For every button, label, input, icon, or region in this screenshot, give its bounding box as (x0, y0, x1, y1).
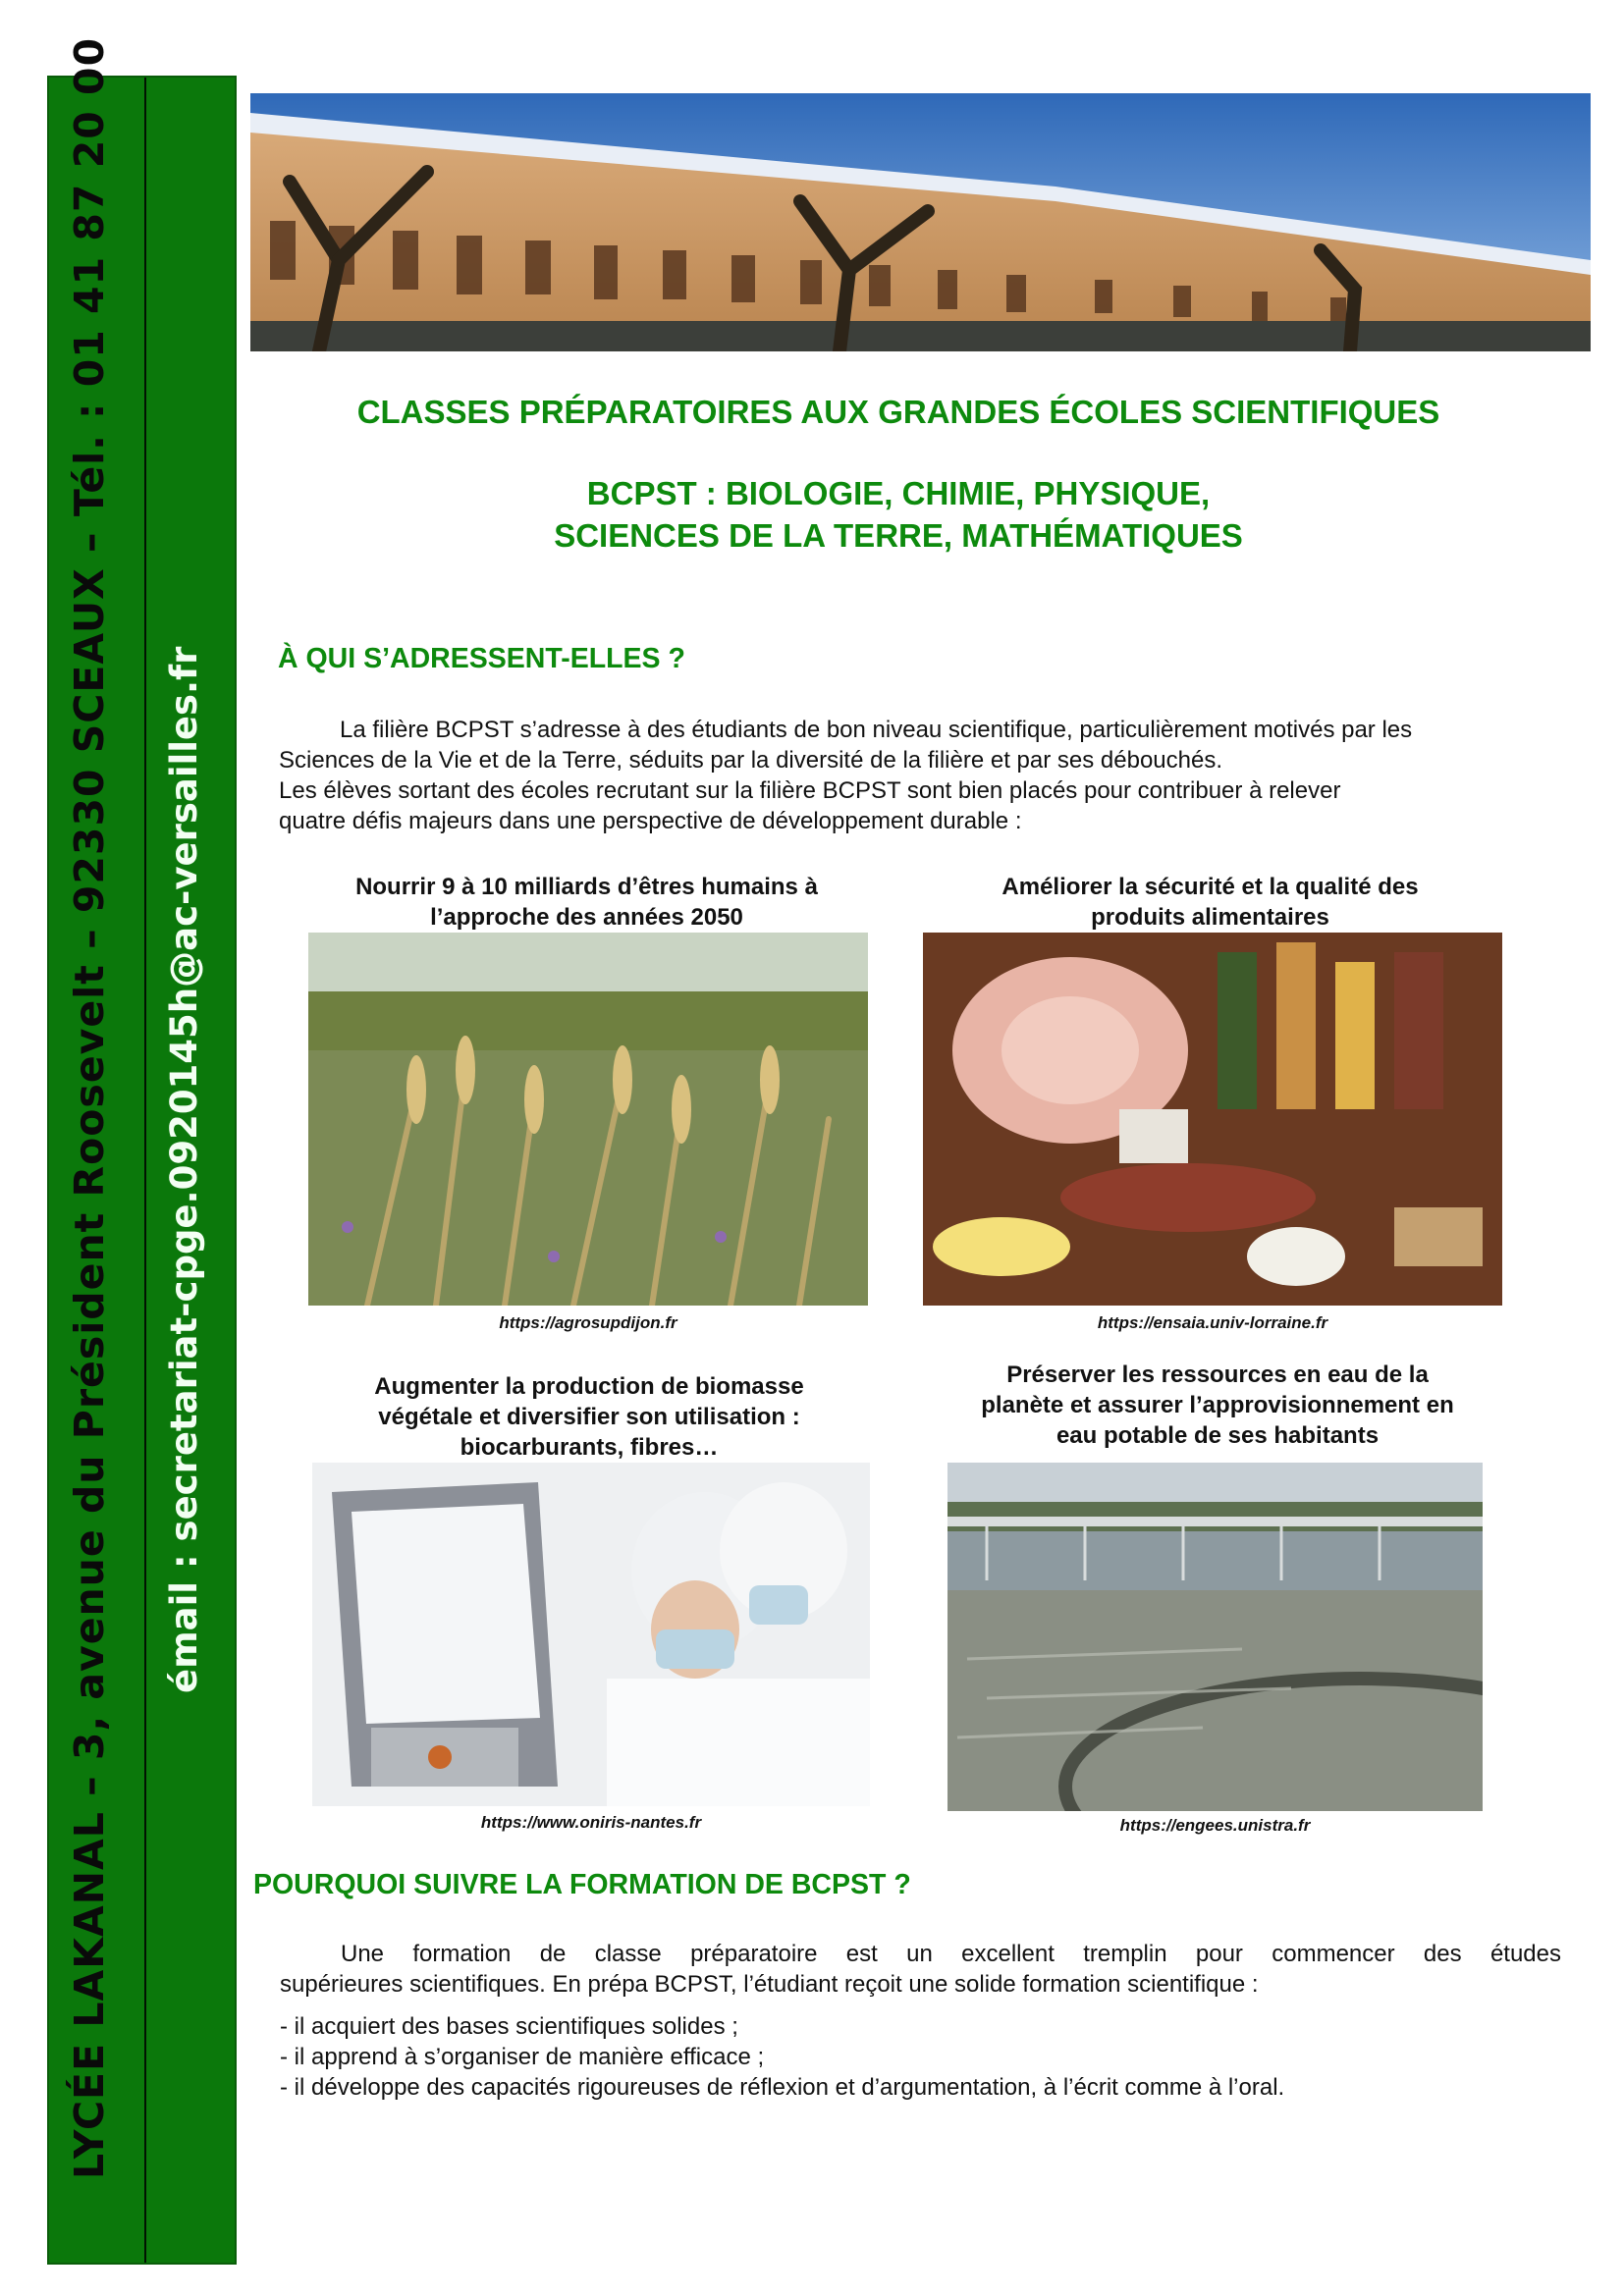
challenge-caption-food (295, 872, 879, 933)
section-heading-audience: À QUI S’ADRESSENT-ELLES ? (278, 643, 685, 674)
intro-line-3: Les élèves sortant des écoles recrutant sur la filière BCPST sont bien placés pour contribuer à relever (279, 777, 1341, 804)
list-item: - il développe des capacités rigoureuses de réflexion et d’argumentation, à l’écrit comme à l’oral. (280, 2074, 1285, 2101)
intro-line-4: quatre défis majeurs dans une perspective de développement durable : (279, 808, 1022, 834)
school-building-photo (250, 93, 1591, 351)
caption-line: produits alimentaires (1091, 904, 1329, 931)
subtitle-line-1: BCPST : BIOLOGIE, CHIMIE, PHYSIQUE, (586, 475, 1211, 511)
caption-line: l’approche des années 2050 (430, 904, 743, 931)
caption-line: Préserver les ressources en eau de la (1006, 1362, 1429, 1388)
intro-line-2: Sciences de la Vie et de la Terre, séduits par la diversité de la filière et par ses débouchés. (279, 747, 1222, 774)
intro-line-1: La filière BCPST s’adresse à des étudiants de bon niveau scientifique, particulièrement motivés par les (340, 717, 1413, 743)
intro-paragraph (279, 715, 1575, 836)
source-link-engees[interactable]: https://engees.unistra.fr (1119, 1816, 1311, 1835)
laboratory-photo (312, 1463, 870, 1806)
caption-line: Nourrir 9 à 10 milliards d’êtres humains à (355, 874, 818, 900)
challenge-caption-quality (918, 872, 1502, 933)
school-address-text: LYCÉE LAKANAL – 3, avenue du Président Roosevelt – 92330 SCEAUX – Tél. : 01 41 87 20 00 (66, 36, 113, 2179)
page-title: CLASSES PRÉPARATOIRES AUX GRANDES ÉCOLES SCIENTIFIQUES (356, 394, 1440, 430)
why-line-1: Une formation de classe préparatoire est un excellent tremplin pour commencer des études (341, 1941, 1561, 1967)
sidebar-divider (144, 78, 146, 2263)
caption-line: planète et assurer l’approvisionnement en (981, 1392, 1454, 1418)
list-item: - il acquiert des bases scientifiques solides ; (280, 2013, 738, 2040)
skills-list (280, 2011, 1284, 2103)
caption-line: eau potable de ses habitants (1056, 1422, 1380, 1449)
list-item: - il apprend à s’organiser de manière efficace ; (280, 2044, 765, 2070)
caption-line: Améliorer la sécurité et la qualité des (1001, 874, 1419, 900)
wheat-field-photo (308, 933, 868, 1306)
water-treatment-photo (947, 1463, 1483, 1811)
challenge-caption-water (918, 1360, 1517, 1451)
email-text: émail : secretariat-cpge.0920145h@ac-versailles.fr (163, 646, 205, 1693)
caption-line: biocarburants, fibres… (460, 1434, 719, 1461)
section-heading-why: POURQUOI SUIVRE LA FORMATION DE BCPST ? (253, 1869, 911, 1900)
source-link-agrosup[interactable]: https://agrosupdijon.fr (499, 1313, 677, 1332)
source-link-ensaia[interactable]: https://ensaia.univ-lorraine.fr (1097, 1313, 1328, 1332)
why-line-2: supérieures scientifiques. En prépa BCPST, l’étudiant reçoit une solide formation scientifique : (280, 1971, 1259, 1998)
caption-line: végétale et diversifier son utilisation : (378, 1404, 800, 1430)
caption-line: Augmenter la production de biomasse (374, 1373, 804, 1400)
subtitle-line-2: SCIENCES DE LA TERRE, MATHÉMATIQUES (554, 517, 1243, 554)
food-products-photo (923, 933, 1502, 1306)
why-paragraph (280, 1939, 1561, 2000)
challenge-caption-biomass (295, 1371, 884, 1463)
source-link-oniris[interactable]: https://www.oniris-nantes.fr (480, 1813, 702, 1832)
